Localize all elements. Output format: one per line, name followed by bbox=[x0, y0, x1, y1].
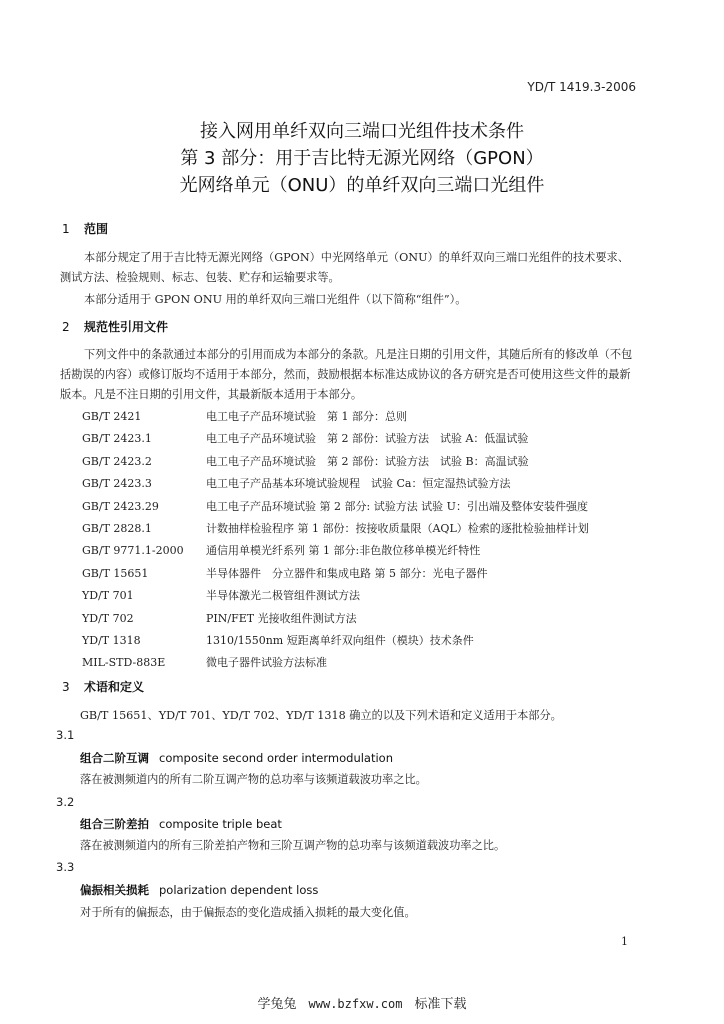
term-english: polarization dependent loss bbox=[159, 883, 319, 897]
section-number: 3 bbox=[62, 680, 70, 694]
reference-code: GB/T 2423.1 bbox=[82, 432, 152, 446]
reference-row bbox=[82, 630, 642, 652]
reference-code: GB/T 15651 bbox=[82, 566, 149, 580]
reference-title: PIN/FET 光接收组件测试方法 bbox=[206, 611, 357, 625]
reference-row bbox=[82, 451, 642, 473]
reference-code: GB/T 2421 bbox=[82, 410, 142, 423]
reference-code: GB/T 9771.1-2000 bbox=[82, 544, 184, 558]
term-number: 3.3 bbox=[56, 860, 75, 874]
terms-intro: GB/T 15651、YD/T 701、YD/T 702、YD/T 1318 确立的以及下列术语和定义适用于本部分。 bbox=[80, 709, 562, 722]
reference-title: 微电子器件试验方法标准 bbox=[206, 656, 327, 670]
section-title: 范围 bbox=[84, 222, 109, 236]
reference-code: MIL-STD-883E bbox=[82, 656, 166, 670]
title-line-2: 第 3 部分：用于吉比特无源光网络（GPON） bbox=[180, 148, 544, 169]
section-number: 1 bbox=[62, 222, 70, 236]
term-chinese: 偏振相关损耗 bbox=[80, 883, 149, 897]
reference-code: YD/T 701 bbox=[82, 589, 134, 603]
page-number: 1 bbox=[621, 935, 628, 948]
section-number: 2 bbox=[62, 320, 70, 334]
term-heading bbox=[80, 816, 282, 832]
reference-row bbox=[82, 652, 642, 674]
reference-title: 电工电子产品环境试验 第 1 部分：总则 bbox=[206, 410, 407, 423]
scope-paragraph-2: 本部分适用于 GPON ONU 用的单纤双向三端口光组件（以下简称“组件”）。 bbox=[84, 293, 467, 306]
reference-row bbox=[82, 540, 642, 562]
title-line-3: 光网络单元（ONU）的单纤双向三端口光组件 bbox=[179, 175, 545, 196]
title-line-1: 接入网用单纤双向三端口光组件技术条件 bbox=[200, 121, 524, 142]
reference-title: 电工电子产品环境试验 第 2 部分: 试验方法 试验 U：引出端及整体安装件强度 bbox=[206, 499, 588, 513]
reference-code: YD/T 702 bbox=[82, 611, 134, 625]
term-english: composite second order intermodulation bbox=[159, 751, 394, 765]
section-1-heading bbox=[62, 220, 108, 237]
reference-row bbox=[82, 473, 642, 495]
reference-title: 通信用单模光纤系列 第 1 部分:非色散位移单模光纤特性 bbox=[206, 544, 481, 558]
reference-title: 半导体器件 分立器件和集成电路 第 5 部分：光电子器件 bbox=[206, 566, 488, 580]
scope-paragraph-1: 本部分规定了用于吉比特无源光网络（GPON）中光网络单元（ONU）的单纤双向三端口光组件的技术要求、测试方法、检验规则、标志、包装、贮存和运输要求等。 bbox=[60, 251, 629, 284]
footer-watermark bbox=[0, 993, 724, 1012]
reference-row bbox=[82, 608, 642, 630]
term-definition: 落在被测频道内的所有二阶互调产物的总功率与该频道载波功率之比。 bbox=[80, 773, 427, 786]
reference-code: GB/T 2423.2 bbox=[82, 454, 152, 468]
section-2-heading bbox=[62, 318, 168, 335]
term-definition: 对于所有的偏振态，由于偏振态的变化造成插入损耗的最大变化值。 bbox=[80, 906, 416, 919]
term-chinese: 组合三阶差拍 bbox=[80, 817, 149, 831]
footer-tagline: 标准下载 bbox=[414, 997, 467, 1012]
term-english: composite triple beat bbox=[159, 817, 282, 831]
reference-row bbox=[82, 428, 642, 450]
reference-title: 1310/1550nm 短距离单纤双向组件（模块）技术条件 bbox=[206, 633, 474, 647]
reference-list bbox=[82, 406, 642, 675]
footer-site-name: 学兔兔 bbox=[257, 997, 297, 1012]
term-definition: 落在被测频道内的所有三阶差拍产物和三阶互调产物的总功率与该频道载波功率之比。 bbox=[80, 839, 506, 852]
section-title: 规范性引用文件 bbox=[84, 320, 169, 334]
reference-title: 计数抽样检验程序 第 1 部份：按接收质量限（AQL）检索的逐批检验抽样计划 bbox=[206, 521, 589, 535]
normative-references-intro: 下列文件中的条款通过本部分的引用而成为本部分的条款。凡是注日期的引用文件，其随后所有的修改单（不包括勘误的内容）或修订版均不适用于本部分，然而，鼓励根据本标准达成协议的各方研究是否可使用这些文件的最新版本。凡是不注日期的引用文件，其最新版本适用于本部分。 bbox=[60, 348, 633, 401]
reference-title: 电工电子产品基本环境试验规程 试验 Ca：恒定湿热试验方法 bbox=[206, 477, 511, 491]
section-title: 术语和定义 bbox=[84, 680, 145, 694]
term-chinese: 组合二阶互调 bbox=[80, 751, 149, 765]
reference-code: GB/T 2828.1 bbox=[82, 521, 152, 535]
reference-code: YD/T 1318 bbox=[82, 633, 141, 647]
reference-row bbox=[82, 518, 642, 540]
term-number: 3.1 bbox=[56, 728, 75, 742]
document-title bbox=[0, 118, 724, 199]
reference-row bbox=[82, 406, 642, 428]
reference-row bbox=[82, 563, 642, 585]
term-number: 3.2 bbox=[56, 795, 75, 809]
reference-title: 半导体激光二极管组件测试方法 bbox=[206, 589, 360, 603]
standard-code: YD/T 1419.3-2006 bbox=[527, 80, 636, 94]
reference-code: GB/T 2423.29 bbox=[82, 499, 159, 513]
reference-code: GB/T 2423.3 bbox=[82, 477, 152, 491]
footer-url[interactable]: www.bzfxw.com bbox=[308, 997, 403, 1011]
reference-row bbox=[82, 496, 642, 518]
reference-title: 电工电子产品环境试验 第 2 部份：试验方法 试验 A：低温试验 bbox=[206, 432, 529, 446]
reference-row bbox=[82, 585, 642, 607]
term-heading bbox=[80, 750, 393, 766]
reference-title: 电工电子产品环境试验 第 2 部份：试验方法 试验 B：高温试验 bbox=[206, 454, 529, 468]
term-heading bbox=[80, 882, 318, 898]
section-3-heading bbox=[62, 678, 144, 695]
